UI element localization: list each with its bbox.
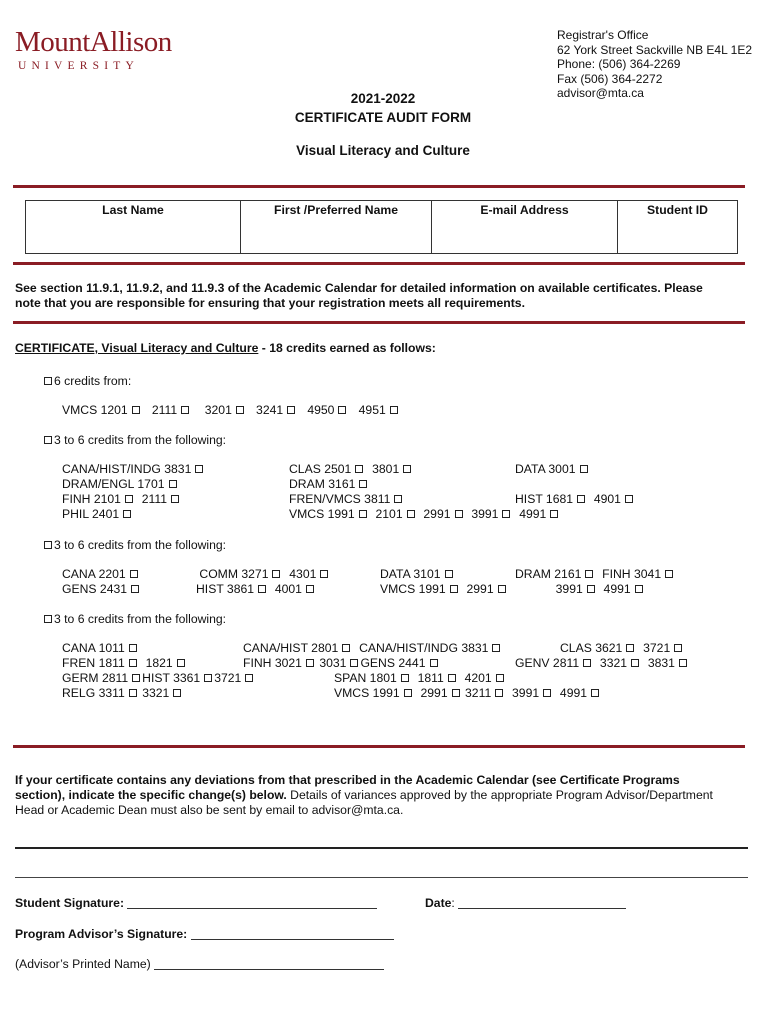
course-label: 2991	[420, 686, 448, 700]
deviation-line: Head or Academic Dean must also be sent by email to advisor@mta.ca.	[15, 803, 404, 817]
checkbox[interactable]	[625, 495, 633, 503]
checkbox[interactable]	[445, 570, 453, 578]
course-label: 3801	[372, 462, 400, 476]
course-label: VMCS 1201	[62, 403, 128, 417]
checkbox[interactable]	[591, 689, 599, 697]
checkbox[interactable]	[177, 659, 185, 667]
student-id-field[interactable]	[618, 201, 738, 254]
divider	[13, 185, 745, 188]
course-label: FINH 2101	[62, 492, 121, 506]
checkbox[interactable]	[338, 406, 346, 414]
course-label: CANA/HIST/INDG 3831	[62, 462, 192, 476]
course-label: 3991	[555, 582, 583, 596]
university-logo-subtitle: UNIVERSITY	[18, 60, 139, 72]
course-label: FREN 1811	[62, 656, 125, 670]
checkbox[interactable]	[204, 674, 212, 682]
checkbox[interactable]	[44, 541, 52, 549]
checkbox[interactable]	[169, 480, 177, 488]
checkbox[interactable]	[44, 436, 52, 444]
form-year: 2021-2022	[350, 91, 416, 106]
deviation-instructions	[15, 773, 713, 818]
student-signature-row	[15, 896, 377, 910]
checkbox[interactable]	[129, 644, 137, 652]
course-label: GENS 2431	[62, 582, 128, 596]
course-label: 2991	[423, 507, 451, 521]
course-label: VMCS 1991	[289, 507, 355, 521]
checkbox[interactable]	[125, 495, 133, 503]
registrar-email: advisor@mta.ca	[557, 86, 644, 100]
course-label: COMM 3271	[199, 567, 269, 581]
form-title	[233, 89, 533, 127]
checkbox[interactable]	[129, 689, 137, 697]
course-label: DRAM 3161	[289, 477, 356, 491]
checkbox[interactable]	[355, 465, 363, 473]
checkbox[interactable]	[452, 689, 460, 697]
course-label: 4991	[519, 507, 547, 521]
group2-label: 3 to 6 credits from the following:	[54, 433, 227, 447]
checkbox[interactable]	[132, 674, 140, 682]
checkbox[interactable]	[245, 674, 253, 682]
checkbox[interactable]	[236, 406, 244, 414]
registrar-address: 62 York Street Sackville NB E4L 1E2	[557, 42, 752, 57]
course-label: 2111	[151, 403, 178, 417]
course-label: 3031	[319, 656, 347, 670]
course-label: DATA 3001	[515, 462, 576, 476]
first-name-field[interactable]	[241, 201, 432, 254]
checkbox[interactable]	[342, 644, 350, 652]
deviation-write-line[interactable]	[15, 847, 748, 849]
last-name-field[interactable]	[26, 201, 241, 254]
checkbox[interactable]	[430, 659, 438, 667]
course-label: FINH 3041	[602, 567, 662, 581]
registrar-fax: Fax (506) 364-2272	[557, 71, 663, 86]
checkbox[interactable]	[492, 644, 500, 652]
course-label: RELG 3311	[62, 686, 125, 700]
course-label: GENS 2441	[360, 656, 426, 670]
checkbox[interactable]	[583, 659, 591, 667]
group4-col1	[62, 641, 255, 701]
checkbox[interactable]	[272, 570, 280, 578]
course-label: 4301	[289, 567, 317, 581]
date-row: Date:	[425, 896, 626, 910]
certificate-name: CERTIFICATE, Visual Literacy and Culture	[15, 341, 259, 355]
program-title: Visual Literacy and Culture	[296, 143, 470, 158]
course-label: HIST 3861	[196, 582, 255, 596]
notice-line: See section 11.9.1, 11.9.2, and 11.9.3 of the Academic Calendar for detailed information on available certificates. Please	[15, 281, 703, 295]
first-name-label: First /Preferred Name	[274, 203, 398, 217]
registrar-phone: Phone: (506) 364-2269	[557, 57, 681, 71]
divider	[13, 262, 745, 265]
course-label: 4951	[358, 403, 386, 417]
checkbox[interactable]	[580, 465, 588, 473]
course-label: 3201	[204, 403, 232, 417]
course-label: PHIL 2401	[62, 507, 120, 521]
group3-col3	[380, 567, 508, 597]
course-label: 3721	[643, 641, 671, 655]
course-label: CANA 1011	[62, 641, 125, 655]
checkbox[interactable]	[129, 659, 137, 667]
course-label: VMCS 1991	[334, 686, 400, 700]
advisor-signature-label: Program Advisor’s Signature:	[15, 927, 188, 941]
checkbox[interactable]	[455, 510, 463, 518]
checkbox[interactable]	[359, 480, 367, 488]
course-label: 3211	[465, 686, 492, 700]
checkbox[interactable]	[173, 689, 181, 697]
checkbox[interactable]	[320, 570, 328, 578]
checkbox[interactable]	[195, 465, 203, 473]
certificate-credits: - 18 credits earned as follows:	[258, 341, 436, 355]
advisor-signature-line[interactable]	[191, 939, 394, 940]
checkbox[interactable]	[401, 674, 409, 682]
course-label: SPAN 1801	[334, 671, 397, 685]
course-label: FREN/VMCS 3811	[289, 492, 391, 506]
form-name: CERTIFICATE AUDIT FORM	[294, 110, 472, 125]
course-label: 3991	[471, 507, 499, 521]
email-field[interactable]	[432, 201, 618, 254]
checkbox[interactable]	[44, 615, 52, 623]
advisor-printed-name-line[interactable]	[154, 969, 384, 970]
checkbox[interactable]	[543, 689, 551, 697]
checkbox[interactable]	[665, 570, 673, 578]
checkbox[interactable]	[394, 495, 402, 503]
course-label: DRAM/ENGL 1701	[62, 477, 165, 491]
course-label: 4950	[307, 403, 335, 417]
course-label: DATA 3101	[380, 567, 441, 581]
last-name-label: Last Name	[102, 203, 164, 217]
date-line[interactable]	[458, 908, 626, 909]
checkbox[interactable]	[635, 585, 643, 593]
checkbox[interactable]	[258, 585, 266, 593]
group1-header	[44, 374, 131, 388]
group2-col3	[515, 462, 635, 507]
course-label: HIST 3361	[142, 671, 201, 685]
checkbox[interactable]	[626, 644, 634, 652]
notice-line: note that you are responsible for ensuring that your registration meets all requirements.	[15, 296, 525, 310]
deviation-line: If your certificate contains any deviations from that prescribed in the Academic Calendar (see Certificate Programs	[15, 773, 680, 787]
divider	[13, 745, 745, 748]
group1-label: 6 credits from:	[54, 374, 132, 388]
group4-col5	[334, 671, 601, 701]
course-label: GENV 2811	[515, 656, 580, 670]
checkbox[interactable]	[448, 674, 456, 682]
student-id-label: Student ID	[647, 203, 708, 217]
email-label: E-mail Address	[480, 203, 569, 217]
course-label: 4991	[603, 582, 631, 596]
checkbox[interactable]	[407, 510, 415, 518]
course-label: CANA 2201	[62, 567, 126, 581]
registrar-office: Registrar's Office	[557, 28, 649, 42]
course-label: CLAS 2501	[289, 462, 352, 476]
checkbox[interactable]	[350, 659, 358, 667]
group4-header	[44, 612, 226, 626]
group4-col2	[243, 641, 502, 671]
course-label: 4001	[274, 582, 302, 596]
certificate-heading	[15, 341, 436, 355]
course-label: 3991	[512, 686, 540, 700]
checkbox[interactable]	[450, 585, 458, 593]
checkbox[interactable]	[44, 377, 52, 385]
group2-col1	[62, 462, 205, 522]
checkbox[interactable]	[577, 495, 585, 503]
course-label: GERM 2811	[62, 671, 129, 685]
university-logo: MountAllison	[15, 26, 172, 58]
course-label: HIST 1681	[515, 492, 574, 506]
checkbox[interactable]	[130, 570, 138, 578]
advisor-printed-name-row	[15, 957, 384, 971]
checkbox[interactable]	[674, 644, 682, 652]
course-label: 3321	[142, 686, 170, 700]
checkbox[interactable]	[585, 570, 593, 578]
course-label: FINH 3021	[243, 656, 302, 670]
course-label: 2111	[141, 492, 168, 506]
checkbox[interactable]	[404, 689, 412, 697]
calendar-notice	[15, 281, 703, 311]
deviation-line: section), indicate the specific change(s) below.	[15, 788, 287, 802]
group3-col4	[515, 567, 675, 597]
checkbox[interactable]	[496, 674, 504, 682]
checkbox[interactable]	[171, 495, 179, 503]
group2-header	[44, 433, 226, 447]
course-label: 1821	[145, 656, 173, 670]
checkbox[interactable]	[131, 585, 139, 593]
group3-col1	[62, 567, 141, 597]
course-label: 3241	[256, 403, 284, 417]
checkbox[interactable]	[403, 465, 411, 473]
course-label: CLAS 3621	[560, 641, 623, 655]
advisor-signature-row	[15, 927, 394, 941]
course-label: 3721	[214, 671, 242, 685]
group4-label: 3 to 6 credits from the following:	[54, 612, 227, 626]
deviation-write-line[interactable]	[15, 877, 748, 878]
course-label: 2991	[466, 582, 494, 596]
checkbox[interactable]	[123, 510, 131, 518]
checkbox[interactable]	[502, 510, 510, 518]
group3-col2	[196, 567, 330, 597]
course-label: DRAM 2161	[515, 567, 582, 581]
group1-courses	[62, 403, 400, 417]
checkbox[interactable]	[498, 585, 506, 593]
checkbox[interactable]	[679, 659, 687, 667]
registrar-contact	[557, 28, 752, 101]
checkbox[interactable]	[550, 510, 558, 518]
group4-col4	[515, 656, 689, 671]
date-label: Date	[425, 896, 452, 910]
checkbox[interactable]	[587, 585, 595, 593]
checkbox[interactable]	[132, 406, 140, 414]
course-label: VMCS 1991	[380, 582, 446, 596]
course-label: 3831	[647, 656, 675, 670]
deviation-line: Details of variances approved by the appropriate Program Advisor/Department	[286, 788, 713, 802]
course-label: 4201	[464, 671, 492, 685]
course-label: 1811	[417, 671, 444, 685]
course-label: 3321	[599, 656, 628, 670]
student-info-table	[25, 200, 738, 254]
checkbox[interactable]	[306, 659, 314, 667]
group3-label: 3 to 6 credits from the following:	[54, 538, 227, 552]
course-label: 4901	[593, 492, 621, 506]
divider	[13, 321, 745, 324]
course-label: CANA/HIST 2801	[243, 641, 339, 655]
checkbox[interactable]	[306, 585, 314, 593]
student-signature-line[interactable]	[127, 908, 377, 909]
checkbox[interactable]	[359, 510, 367, 518]
checkbox[interactable]	[495, 689, 503, 697]
checkbox[interactable]	[390, 406, 398, 414]
checkbox[interactable]	[181, 406, 189, 414]
group4-col3	[560, 641, 684, 656]
course-label: 4991	[559, 686, 588, 700]
student-signature-label: Student Signature:	[15, 896, 125, 910]
course-label: 2101	[375, 507, 403, 521]
checkbox[interactable]	[287, 406, 295, 414]
course-label: CANA/HIST/INDG 3831	[359, 641, 489, 655]
group3-header	[44, 538, 226, 552]
checkbox[interactable]	[631, 659, 639, 667]
advisor-printed-name-label: (Advisor’s Printed Name)	[15, 957, 151, 971]
